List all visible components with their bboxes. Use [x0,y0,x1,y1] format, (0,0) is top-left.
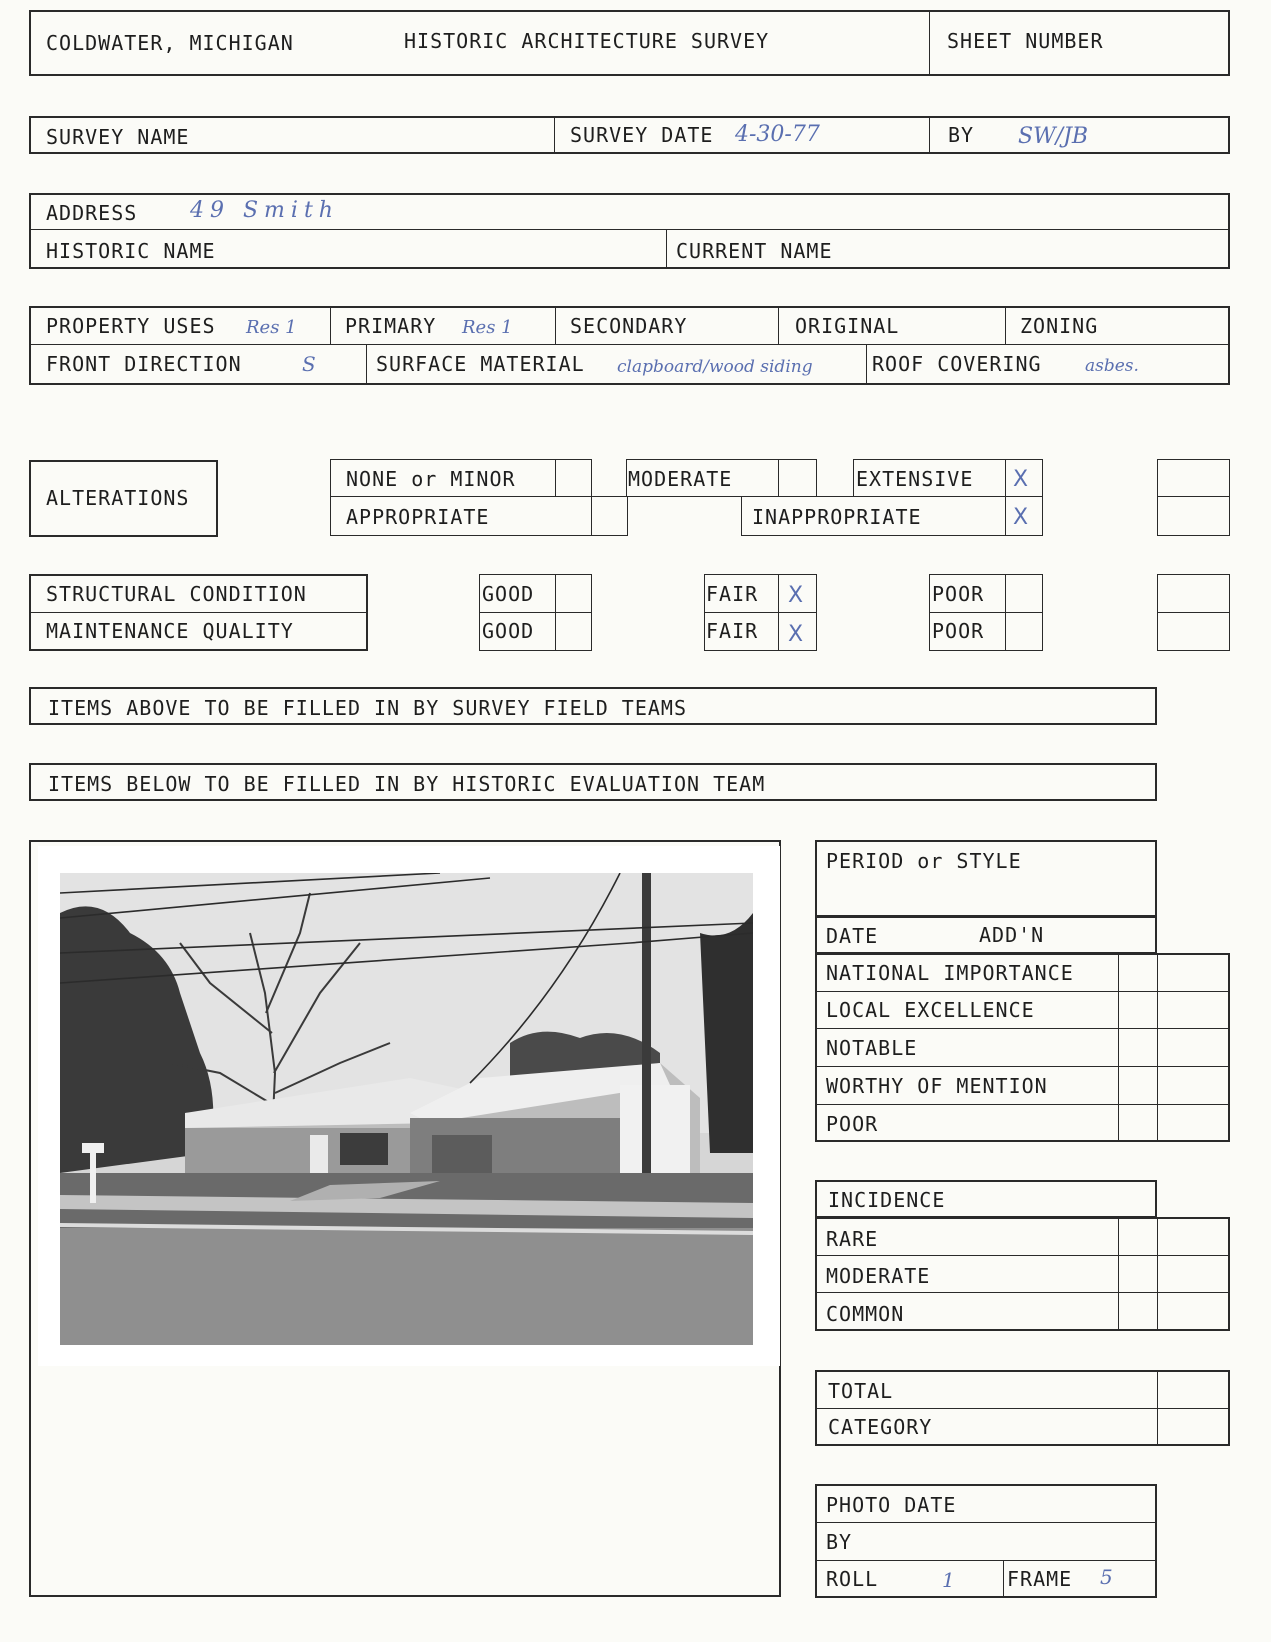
poor-structural-check[interactable] [1005,574,1043,613]
importance-col-1 [1118,953,1119,1142]
header-divider [929,10,930,76]
total-label: TOTAL [828,1379,894,1403]
total-row [815,1408,1230,1409]
poor-maintenance-label: POOR [932,619,985,643]
pu-div-2 [555,306,556,344]
pu-div-4 [1005,306,1006,344]
poor-maintenance-check[interactable] [1005,612,1043,651]
roof-covering-label: ROOF COVERING [872,352,1042,376]
incidence-col-2 [1157,1217,1158,1331]
survey-name-label: SURVEY NAME [46,125,190,149]
photo-date-label: PHOTO DATE [826,1493,957,1517]
inappropriate-label: INAPPROPRIATE [752,505,922,529]
secondary-label: SECONDARY [570,314,688,338]
survey-divider-1 [554,116,555,154]
incidence-row-1 [815,1255,1230,1256]
appropriate-check[interactable] [591,496,628,536]
alterations-score-divider [1157,496,1230,497]
importance-row-3 [815,1066,1230,1067]
survey-by-label: BY [948,123,975,147]
survey-date-label: SURVEY DATE [570,123,714,147]
worthy-label: WORTHY OF MENTION [826,1074,1048,1098]
good-structural-check[interactable] [555,574,592,613]
survey-divider-2 [929,116,930,154]
appropriate-label: APPROPRIATE [346,505,490,529]
common-label: COMMON [826,1302,905,1326]
photo-by-label: BY [826,1530,853,1554]
none-minor-label: NONE or MINOR [346,467,516,491]
maintenance-quality-label: MAINTENANCE QUALITY [46,619,294,643]
name-divider [666,229,667,269]
address-divider [29,229,1230,230]
surface-material-label: SURFACE MATERIAL [376,352,585,376]
fd-div-1 [366,344,367,385]
extensive-label: EXTENSIVE [856,467,974,491]
eval-poor-label: POOR [826,1112,879,1136]
condition-divider [29,612,368,613]
surface-material-value[interactable]: clapboard/wood siding [617,357,813,377]
frame-value[interactable]: 5 [1100,1565,1113,1589]
rare-label: RARE [826,1227,879,1251]
notable-label: NOTABLE [826,1036,918,1060]
primary-label: PRIMARY [345,314,437,338]
period-style-label: PERIOD or STYLE [826,849,1022,873]
pu-div-3 [778,306,779,344]
maintenance-fair-mark: X [788,622,804,647]
alterations-score-box[interactable] [1157,459,1230,536]
survey-date-value[interactable]: 4-30-77 [735,122,820,147]
property-divider [29,344,1230,345]
frame-label: FRAME [1007,1567,1073,1591]
importance-col-2 [1157,953,1158,1142]
property-uses-value[interactable]: Res 1 [246,317,297,338]
address-value[interactable]: 49 Smith [190,198,339,223]
photo-info-row-1 [815,1522,1157,1523]
survey-by-value[interactable]: SW/JB [1018,124,1089,149]
incidence-label: INCIDENCE [828,1188,946,1212]
primary-value[interactable]: Res 1 [462,317,513,338]
historic-name-label: HISTORIC NAME [46,239,216,263]
roll-label: ROLL [826,1567,879,1591]
moderate-label: MODERATE [628,467,733,491]
fd-div-2 [866,344,867,385]
importance-row-1 [815,991,1230,992]
incidence-moderate-label: MODERATE [826,1264,931,1288]
roll-frame-divider [1003,1560,1004,1598]
alterations-label: ALTERATIONS [46,486,190,510]
addn-label: ADD'N [979,923,1045,947]
inappropriate-mark: X [1013,505,1029,530]
incidence-row-2 [815,1292,1230,1293]
national-importance-label: NATIONAL IMPORTANCE [826,961,1074,985]
front-direction-label: FRONT DIRECTION [46,352,242,376]
local-excellence-label: LOCAL EXCELLENCE [826,998,1035,1022]
importance-row-4 [815,1104,1230,1105]
none-minor-check[interactable] [555,459,592,497]
good-maintenance-check[interactable] [555,612,592,651]
roll-value[interactable]: 1 [942,1568,955,1592]
sheet-number-label: SHEET NUMBER [947,29,1104,53]
structural-condition-label: STRUCTURAL CONDITION [46,582,307,606]
good-maintenance-label: GOOD [482,619,535,643]
moderate-check[interactable] [778,459,817,497]
good-structural-label: GOOD [482,582,535,606]
front-direction-value[interactable]: S [302,352,316,376]
city-label: COLDWATER, MICHIGAN [46,31,294,55]
roof-covering-value[interactable]: asbes. [1085,356,1139,376]
fair-structural-label: FAIR [706,582,759,606]
importance-row-2 [815,1028,1230,1029]
extensive-mark: X [1013,467,1029,492]
house-photo-image [60,873,753,1345]
condition-score-divider [1157,612,1230,613]
building-photo [60,873,753,1345]
notes-below: ITEMS BELOW TO BE FILLED IN BY HISTORIC EVALUATION TEAM [48,772,766,796]
incidence-col-1 [1118,1217,1119,1331]
photo-info-row-2 [815,1560,1157,1561]
form-title: HISTORIC ARCHITECTURE SURVEY [404,29,770,53]
current-name-label: CURRENT NAME [676,239,833,263]
original-label: ORIGINAL [795,314,900,338]
structural-fair-mark: X [788,583,804,608]
address-label: ADDRESS [46,201,138,225]
category-label: CATEGORY [828,1415,933,1439]
notes-above: ITEMS ABOVE TO BE FILLED IN BY SURVEY FIELD TEAMS [48,696,688,720]
date-label: DATE [826,924,879,948]
fair-maintenance-label: FAIR [706,619,759,643]
zoning-label: ZONING [1020,314,1099,338]
pu-div-1 [330,306,331,344]
poor-structural-label: POOR [932,582,985,606]
property-uses-label: PROPERTY USES [46,314,216,338]
